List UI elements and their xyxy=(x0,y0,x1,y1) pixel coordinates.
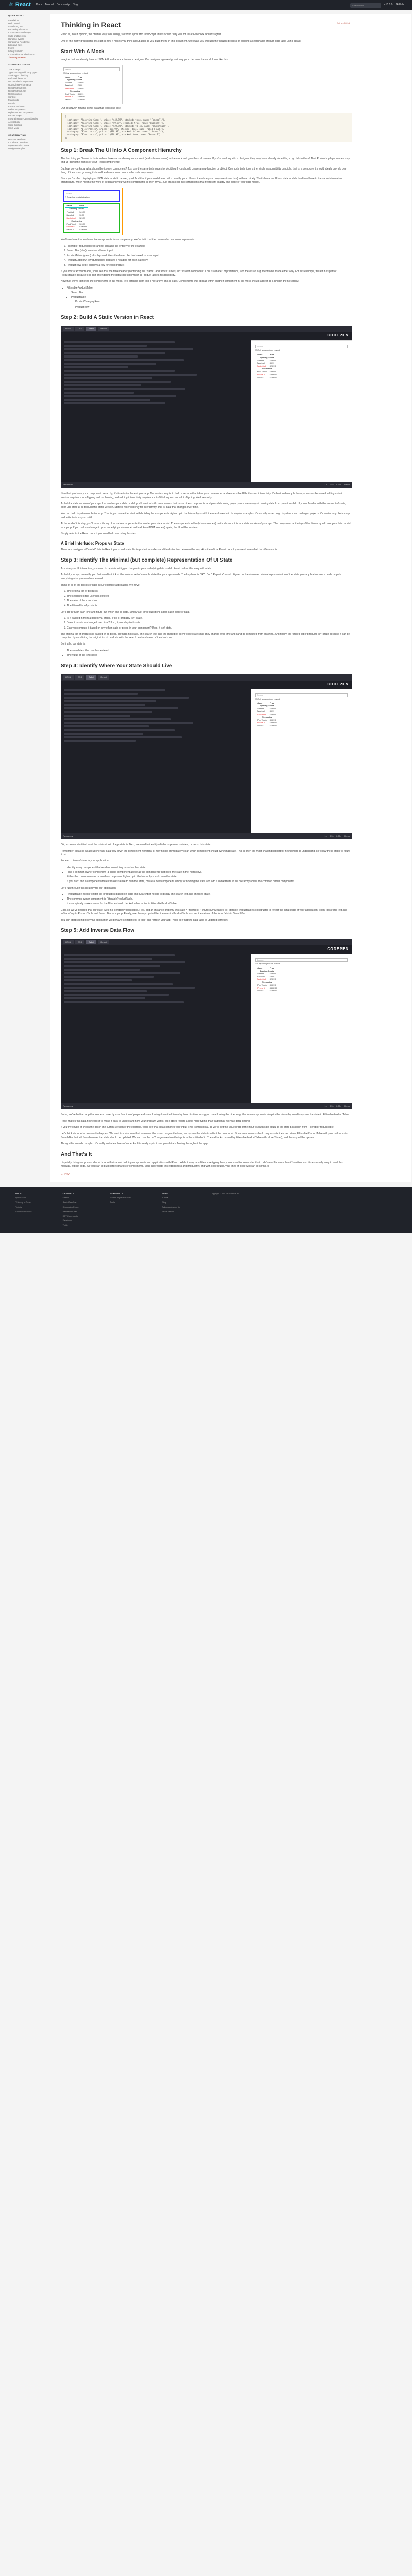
producttable-box: Name Price Sporting Goods Football $49.99 Baseball $9.99 Basketball $29.99 Electronics iPod Touch $99.99 iPhone 5 $399.99 Nexus 7 $199.99 xyxy=(63,203,120,233)
codepen-logo[interactable]: CODEPEN xyxy=(251,681,352,689)
zoom-025x[interactable]: 0.25× xyxy=(336,1104,342,1107)
list-item: • Either the common owner or another component higher up in the hierarchy should own the state. xyxy=(67,875,352,879)
sidebar-item[interactable]: Rendering Elements xyxy=(8,28,28,31)
footer-copyright xyxy=(211,1192,240,1228)
zoom-1x[interactable]: 1× xyxy=(324,834,328,837)
table-row: Football $49.99 xyxy=(65,211,88,214)
table-row: iPhone 5 $399.99 xyxy=(66,226,87,228)
list-item: • The common owner component is FilterableProductTable. xyxy=(67,897,352,901)
sidebar-item[interactable]: Lists and Keys xyxy=(8,43,23,46)
list-item: • SearchBar xyxy=(71,291,352,295)
sidebar-item[interactable]: Uncontrolled Components xyxy=(8,80,33,83)
list-item: • Identify every component that renders something based on that state. xyxy=(67,866,352,870)
list-item: 5. ProductRow (red): displays a row for each product xyxy=(67,264,352,267)
paragraph: Our JSON API returns some data that looks like this: xyxy=(61,107,121,110)
category-row: Electronics xyxy=(71,220,82,223)
paragraph: Imagine that we already have a JSON API and a mock from our designer. Our designer apparently isn't very good because the mock looks like this: xyxy=(61,58,229,62)
sidebar-item[interactable]: Static Type Checking xyxy=(8,74,29,77)
sidebar-item[interactable]: Conditional Rendering xyxy=(8,40,30,43)
resources-button[interactable]: Resources xyxy=(63,1104,73,1107)
sidebar-item[interactable]: Render Props xyxy=(8,114,22,117)
list-item: • The search text the user has entered xyxy=(67,649,352,653)
tab-babel[interactable]: Babel xyxy=(86,327,96,331)
sidebar-item[interactable]: Fragments xyxy=(8,98,19,101)
paragraph: Let's think about what we want to happen. We want to make sure that whenever the user changes the form, we update the state to reflect the user input. Since components should only update their own state, FilterableProductTable will pass callbacks to SearchBar that will fire whenever the state should be updated. We can use the onChange event on the inputs to be notified of it. The callbacks passed by FilterableProductTable will call setState(), and the app will be updated. xyxy=(61,1132,348,1139)
footer-link[interactable]: Tutorial xyxy=(15,1206,23,1209)
mock-product-table xyxy=(61,65,123,105)
table-row: iPod Touch $99.99 xyxy=(66,223,85,225)
paragraph: Simply refer to the React docs if you need help executing this step. xyxy=(61,532,137,536)
paragraph: Hopefully, this gives you an idea of how to think about building components and applications with React. While it may be a little more typing than you're used to, remember that code's read far more than it's written, and it's extremely easy to read this modular, explicit code. As you start to build large libraries of components, you'll appreciate this explicitness and modularity, and with code reuse, your lines of code will start to shrink. :) xyxy=(61,1161,343,1168)
sidebar-item[interactable]: Installation xyxy=(8,19,19,22)
footer-link[interactable]: Stack Overflow xyxy=(62,1201,77,1204)
paragraph: Though this sounds complex, it's really just a few lines of code. And it's really explicit how your data is flowing throughout the app. xyxy=(61,1142,208,1146)
paragraph: You can start seeing how your application will behave: set filterText to "ball" and refresh your app. You'll see that the data table is updated correctly. xyxy=(61,919,228,922)
code-block: [ {category: "Sporting Goods", price: "$49.99", stocked: true, name: "Football"}, {category: "Sporting Goods", price: "$9.99", stocked: true, name: "Baseball"}, {category: "Sporting Goods", price: "$29.99", stocked: false, name: "Basketball"}, {category: "Electronics", price: "$99.99", stocked: true, name: "iPod Touch"}, {category: "Electronics", price: "$399.99", stocked: false, name: "iPhone 5"}, {category: "Electronics", price: "$199.99", stocked: true, name: "Nexus 7"} ]; xyxy=(61,113,352,142)
footer-heading: CHANNELS xyxy=(62,1192,74,1195)
list-item: 1. FilterableProductTable (orange): contains the entirety of the example xyxy=(67,245,352,248)
sidebar-item[interactable]: Lifting State Up xyxy=(8,49,23,53)
sidebar-item[interactable]: Reconciliation xyxy=(8,92,22,95)
list-item: • If you can't find a component where it makes sense to own the state, create a new component simply for holding the state and add it somewhere in the hierarchy above the common owner component. xyxy=(67,880,352,884)
checkbox-label: Only show products in stock xyxy=(65,72,88,74)
codepen-embed xyxy=(61,939,352,1109)
sidebar-item[interactable]: React Without ES6 xyxy=(8,86,27,89)
tab-css[interactable]: CSS xyxy=(75,327,84,331)
table-row: Baseball $9.99 xyxy=(65,84,83,87)
mock-checkbox: ☐ Only show products in stock xyxy=(65,196,90,198)
heading-step4: Step 4: Identify Where Your State Should Live xyxy=(61,663,173,669)
footer-channels xyxy=(63,1192,79,1228)
paragraph: To build a static version of your app that renders your data model, you'll want to build components that reuse other components and pass data using props. props are a way of passing data from parent to child. If you're familiar with the concept of state, don't use state at all to build this static version. State is reserved only for interactivity, that is, data that changes over time. xyxy=(61,502,346,510)
pen-code xyxy=(61,332,251,482)
paragraph: Since you're often displaying a JSON data model to a user, you'll find that if your model was built correctly, your UI (and therefore your component structure) will map nicely. That's because UI and data models tend to adhere to the same information architecture, which means the work of separating your UI into components is often trivial. Just break it up into components that represent exactly one piece of your data model. xyxy=(61,177,342,184)
paragraph: React makes this data flow explicit to make it easy to understand how your program works, but it does require a little more typing than traditional two-way data binding. xyxy=(61,1120,251,1123)
sidebar-item[interactable]: Higher-Order Components xyxy=(8,111,34,114)
rerun-button[interactable]: Rerun xyxy=(344,834,350,837)
sidebar-item-active[interactable]: Thinking In React xyxy=(8,56,26,59)
nav-docs[interactable]: Docs xyxy=(36,3,42,7)
sidebar-quick-start xyxy=(8,14,47,59)
pen-footer xyxy=(61,482,352,488)
table-row: Nexus 7 $199.99 xyxy=(65,98,85,101)
stock-checkbox[interactable]: ☐ Only show products in stock xyxy=(255,698,280,700)
resources-button[interactable]: Resources xyxy=(63,483,73,486)
table-row: Football $49.99 xyxy=(65,81,84,84)
pen-code xyxy=(61,945,251,1103)
footer-link[interactable]: Discussion Forum xyxy=(62,1206,79,1209)
github-link[interactable]: GitHub xyxy=(396,3,404,6)
paragraph: There are two types of "model" data in React: props and state. It's important to understand the distinction between the two; skim the official React docs if you aren't sure what the difference is. xyxy=(61,548,278,552)
search-input[interactable]: Search docs xyxy=(350,3,381,8)
paragraph: The first thing you'll want to do is to draw boxes around every component (and subcomponent) in the mock and give them all names. If you're working with a designer, they may have already done this, so go talk to them! Their Photoshop layer names may end up being the names of your React components! xyxy=(61,157,350,164)
col-price: Price xyxy=(77,76,83,78)
intro-paragraph: One of the many great parts of React is how it makes you think about apps as you build them. In this document, we'll walk you through the thought process of building a searchable product data table using React. xyxy=(61,39,302,43)
sidebar-item[interactable]: Web Components xyxy=(8,108,26,111)
state-list xyxy=(67,649,352,658)
list-item: 3. ProductTable (green): displays and filters the data collection based on user input xyxy=(67,254,352,258)
sidebar-section-title: QUICK START xyxy=(8,14,24,17)
sidebar-contributing xyxy=(8,134,47,151)
sidebar-advanced xyxy=(8,63,47,130)
stock-checkbox[interactable]: ☐ Only show products in stock xyxy=(255,349,280,352)
resources-button[interactable]: Resources xyxy=(63,834,73,837)
searchbar-box xyxy=(63,190,120,202)
footer-link[interactable]: Acknowledgements xyxy=(162,1206,180,1209)
sidebar-item[interactable]: State and Lifecycle xyxy=(8,34,27,37)
sidebar-item[interactable]: Components and Props xyxy=(8,31,31,34)
nav-tutorial[interactable]: Tutorial xyxy=(45,3,54,7)
list-item: 1. The original list of products xyxy=(67,590,352,594)
list-item: 4. The filtered list of products xyxy=(67,604,352,608)
sidebar-item[interactable]: JSX In Depth xyxy=(8,67,21,71)
paragraph: If you try to type or check the box in the current version of the example, you'll see that React ignores your input. This is intentional, as we've set the value prop of the input to always be equal to the state passed in from FilterableProductTable. xyxy=(61,1126,334,1129)
footer-link[interactable]: Thinking in React xyxy=(15,1201,31,1204)
table-row: Basketball $29.99 xyxy=(65,87,84,90)
sidebar-item[interactable]: Composition vs Inheritance xyxy=(8,53,35,56)
codepen-logo[interactable]: CODEPEN xyxy=(251,945,352,954)
list-item: • ProductCategoryRow xyxy=(75,300,352,304)
footer-more xyxy=(162,1192,180,1228)
table-row: Nexus 7 $199.99 xyxy=(66,228,87,231)
heading-mock: Start With A Mock xyxy=(61,48,105,55)
footer-link[interactable]: Reactiflux Chat xyxy=(62,1210,77,1213)
hierarchy-list xyxy=(67,286,352,309)
tab-result[interactable]: Result xyxy=(98,675,109,680)
copyright-text: Copyright © 2017 Facebook Inc. xyxy=(210,1192,241,1195)
footer-link[interactable]: Blog xyxy=(162,1201,166,1204)
paragraph: Remember: React is all about one-way data flow down the component hierarchy. It may not be immediately clear which component should own what state. This is often the most challenging part for newcomers to understand, so follow these steps to figure it out: xyxy=(61,849,350,857)
sidebar-item[interactable]: Accessibility xyxy=(8,120,20,123)
rerun-button[interactable]: Rerun xyxy=(344,1104,350,1107)
rerun-button[interactable]: Rerun xyxy=(344,483,350,486)
footer-link[interactable]: GitHub xyxy=(62,1196,70,1199)
footer-community xyxy=(110,1192,131,1228)
category-row: Sporting Goods xyxy=(67,79,82,81)
zoom-05x[interactable]: 0.5× xyxy=(330,483,334,486)
sidebar-item[interactable]: Optimizing Performance xyxy=(8,83,31,86)
page-title: Thinking in React xyxy=(61,21,121,29)
paragraph: Let's run through this strategy for our application: xyxy=(61,886,117,890)
footer xyxy=(0,1187,412,1233)
footer-link[interactable]: Community Resources xyxy=(110,1196,131,1199)
footer-link[interactable]: Tools xyxy=(110,1201,115,1204)
prev-link[interactable]: ← Prev xyxy=(61,1173,70,1176)
nav-right xyxy=(350,3,404,8)
mock-search-input: Search... xyxy=(65,192,118,195)
footer-docs xyxy=(15,1192,32,1228)
strategy-list xyxy=(67,866,352,884)
sidebar-item[interactable]: Design Principles xyxy=(8,147,25,150)
pen-result: CODEPEN Search... ☐ Only show products in stock Name Price Sporting Goods Football $49.99 Baseball $9.99 Basketball $29.99 Electronics iPod Touch $99.99 iPhone 5 $399.99 Nexus 7 $199.99 xyxy=(251,681,352,833)
zoom-1x[interactable]: 1× xyxy=(324,483,328,486)
table-row: Baseball $9.99 xyxy=(66,214,84,217)
list-item: • It conceptually makes sense for the filter text and checked value to live in FilterableProductTable xyxy=(67,902,352,906)
sidebar-item[interactable]: Portals xyxy=(8,101,15,105)
list-item: 4. ProductCategoryRow (turquoise): displays a heading for each category xyxy=(67,259,352,262)
search-input[interactable]: Search... xyxy=(255,693,348,697)
paragraph: You'll see here that we have five components in our simple app. We've italicized the data each component represents. xyxy=(61,238,195,242)
sidebar-section-title: ADVANCED GUIDES xyxy=(8,63,31,66)
paragraph: OK, so we've identified what the minimal set of app state is. Next, we need to identify which component mutates, or owns, this state. xyxy=(61,843,211,846)
sidebar-item[interactable]: Strict Mode xyxy=(8,126,20,129)
search-input[interactable]: Search... xyxy=(255,345,348,348)
question-list xyxy=(67,617,352,630)
tab-css[interactable]: CSS xyxy=(75,675,84,680)
sidebar-item[interactable]: Codebase Overview xyxy=(8,141,28,144)
sidebar-item[interactable]: How to Contribute xyxy=(8,138,26,141)
nav-community[interactable]: Community xyxy=(56,3,70,7)
heading-step2: Step 2: Build A Static Version in React xyxy=(61,314,154,320)
sidebar-item[interactable]: Implementation Notes xyxy=(8,144,29,147)
heading-interlude: A Brief Interlude: Props vs State xyxy=(61,540,124,546)
table-row: iPhone 5 $399.99 xyxy=(65,96,85,98)
tab-html[interactable]: HTML xyxy=(63,675,74,680)
codepen-embed xyxy=(61,674,352,839)
list-item: • ProductRow xyxy=(75,306,352,309)
paragraph: So finally, our state is: xyxy=(61,642,86,646)
sidebar-item[interactable]: Refs and the DOM xyxy=(8,77,26,80)
application-list xyxy=(67,893,352,906)
paragraph: Now that we've identified the components in our mock, let's arrange them into a hierarchy. This is easy. Components that appear within another component in the mock should appear as a child in the hierarchy: xyxy=(61,280,299,283)
search-input[interactable]: Search... xyxy=(255,958,348,962)
zoom-05x[interactable]: 0.5× xyxy=(330,834,334,837)
footer-link[interactable]: Quick Start xyxy=(15,1196,26,1199)
paragraph: So far, we've built an app that renders correctly as a function of props and state flowing down the hierarchy. Now it's time to support data flowing the other way: the form components deep in the hierarchy need to update the state in FilterableProductTable. xyxy=(61,1113,350,1116)
list-item: 3. The value of the checkbox xyxy=(67,599,352,603)
version-link[interactable]: v16.0.0 xyxy=(384,3,393,6)
paragraph: For each piece of state in your application: xyxy=(61,859,109,863)
paragraph: Let's go through each one and figure out which one is state. Simply ask three questions about each piece of data: xyxy=(61,610,190,614)
codepen-logo[interactable]: CODEPEN xyxy=(251,332,352,341)
footer-heading: MORE xyxy=(162,1192,168,1195)
list-item: • FilterableProductTable xyxy=(67,286,352,290)
main-content xyxy=(50,14,411,1182)
paragraph: You can build top-down or bottom-up. That is, you can either start with building the components higher up in the hierarchy or with the ones lower in it. In simpler examples, it's usually easier to go top-down, and on larger projects, it's easier to go bottom-up and write tests as you build. xyxy=(61,512,350,519)
sidebar-item[interactable]: Integrating with Other Libraries xyxy=(8,117,38,120)
pen-result: CODEPEN Search... ☐ Only show products in stock Name Price Sporting Goods Football $49.99 Baseball $9.99 Basketball $29.99 Electronics iPod Touch $99.99 iPhone 5 $399.99 Nexus 7 $199.99 xyxy=(251,332,352,482)
react-logo[interactable] xyxy=(8,1,31,9)
zoom-025x[interactable]: 0.25× xyxy=(336,483,342,486)
sidebar-item[interactable]: Context xyxy=(8,95,16,98)
intro-paragraph: React is, in our opinion, the premier way to build big, fast Web apps with JavaScript. It has scaled very well for us at Facebook and Instagram. xyxy=(61,33,222,37)
list-item: 1. Is it passed in from a parent via props? If so, it probably isn't state. xyxy=(67,617,352,620)
mock-table xyxy=(63,76,86,102)
paragraph: Cool, so we've decided that our state lives in FilterableProductTable. First, add an instance property this.state = {filterText: '', inStockOnly: false} to FilterableProductTable's constructor to reflect the initial state of your application. Then, pass filterText and inStockOnly to ProductTable and SearchBar as a prop. Finally, use these props to filter the rows in ProductTable and set the values of the form fields in SearchBar. xyxy=(61,908,347,916)
react-atom-icon: ⚛ xyxy=(8,2,13,8)
edit-on-github-link[interactable]: Edit on GitHub xyxy=(336,22,350,24)
tab-babel[interactable]: Babel xyxy=(86,675,96,680)
col-name: Name xyxy=(65,76,71,78)
annotated-mock xyxy=(61,188,123,236)
table-row: Basketball $29.99 xyxy=(66,217,85,219)
tab-html[interactable]: HTML xyxy=(63,327,74,331)
list-item: 3. Can you compute it based on any other state or props in your component? If so, it isn't state. xyxy=(67,626,352,630)
list-item: 2. The search text the user has entered xyxy=(67,595,352,598)
footer-link[interactable]: React Native xyxy=(162,1210,174,1213)
paragraph: The original list of products is passed in as props, so that's not state. The search text and the checkbox seem to be state since they change over time and can't be computed from anything. And finally, the filtered list of products isn't state because it can be computed by combining the original list of products with the search text and value of the checkbox. xyxy=(61,632,350,640)
footer-link[interactable]: Twitter xyxy=(62,1224,69,1227)
sidebar-item[interactable]: Error Boundaries xyxy=(8,105,25,108)
footer-link[interactable]: Tutorial xyxy=(162,1196,169,1199)
logo-text: React xyxy=(15,2,31,8)
footer-link[interactable]: Advanced Guides xyxy=(15,1210,32,1213)
sidebar-item[interactable]: Forms xyxy=(8,46,14,49)
paragraph: To make your UI interactive, you need to be able to trigger changes to your underlying data model. React makes this easy with state. xyxy=(61,567,212,570)
paragraph: But how do you know what should be its own component? Just use the same techniques for deciding if you should create a new function or object. One such technique is the single responsibility principle, that is, a component should ideally only do one thing. If it ends up growing, it should be decomposed into smaller subcomponents. xyxy=(61,167,347,174)
paragraph: To build your app correctly, you first need to think of the minimal set of mutable state that your app needs. The key here is DRY: Don't Repeat Yourself. Figure out the absolute minimal representation of the state your application needs and compute everything else you need on-demand. xyxy=(61,573,341,581)
list-item: 2. SearchBar (blue): receives all user input xyxy=(67,249,352,253)
heading-end: And That's It xyxy=(61,1151,92,1158)
mock-search-input: Search... xyxy=(63,67,120,71)
table-row: iPod Touch $99.99 xyxy=(65,93,84,95)
list-item: • ProductTable needs to filter the product list based on state and SearchBar needs to display the search text and checked state. xyxy=(67,893,352,896)
category-row: Sporting Goods xyxy=(65,208,88,211)
tab-css[interactable]: CSS xyxy=(75,940,84,944)
zoom-05x[interactable]: 0.5× xyxy=(330,1104,334,1107)
zoom-1x[interactable]: 1× xyxy=(324,1104,328,1107)
stock-checkbox[interactable]: ☐ Only show products in stock xyxy=(255,963,280,965)
footer-heading: COMMUNITY xyxy=(110,1192,123,1195)
sidebar-item[interactable]: React Without JSX xyxy=(8,89,27,92)
list-item: • The value of the checkbox xyxy=(67,654,352,657)
sidebar-item[interactable]: Introducing JSX xyxy=(8,25,24,28)
heading-step1: Step 1: Break The UI Into A Component Hierarchy xyxy=(61,147,182,154)
tab-result[interactable]: Result xyxy=(98,940,109,944)
tab-result[interactable]: Result xyxy=(98,327,109,331)
zoom-025x[interactable]: 0.25× xyxy=(336,834,342,837)
sidebar-item[interactable]: Handling Events xyxy=(8,37,24,40)
list-item: • ProductTable xyxy=(71,296,352,299)
main-nav xyxy=(36,3,78,7)
sidebar-item[interactable]: Hello World xyxy=(8,22,20,25)
heading-step5: Step 5: Add Inverse Data Flow xyxy=(61,928,134,934)
sidebar-item[interactable]: Code-Splitting xyxy=(8,123,22,126)
heading-step3: Step 3: Identify The Minimal (but complete) Representation Of UI State xyxy=(61,557,233,564)
pen-code xyxy=(61,681,251,833)
component-list xyxy=(67,245,352,267)
tab-html[interactable]: HTML xyxy=(63,940,74,944)
paragraph: At the end of this step, you'll have a library of reusable components that render your data model. The components will only have render() methods since this is a static version of your app. The component at the top of the hierarchy will take your data model as a prop. If you make a change to your underlying data model and call ReactDOM.render() again, the UI will be updated. xyxy=(61,522,351,530)
mock-checkbox: ☐ Only show products in stock xyxy=(63,72,88,74)
tab-babel[interactable]: Babel xyxy=(86,940,96,944)
footer-heading: DOCS xyxy=(15,1192,22,1195)
sidebar-item[interactable]: Typechecking With PropTypes xyxy=(8,71,38,74)
codepen-embed xyxy=(61,326,352,488)
sidebar-section-title: CONTRIBUTING xyxy=(8,133,26,137)
list-item: 2. Does it remain unchanged over time? If so, it probably isn't state. xyxy=(67,621,352,625)
paragraph: Think of all of the pieces of data in our example application. We have: xyxy=(61,583,140,587)
paragraph: Now that you have your component hierarchy, it's time to implement your app. The easiest way is to build a version that takes your data model and renders the UI but has no interactivity. It's best to decouple these processes because building a static version requires a lot of typing and no thinking, and adding interactivity requires a lot of thinking and not a lot of typing. We'll see why. xyxy=(61,492,344,499)
list-item: • Find a common owner component (a single component above all the components that need the state in the hierarchy). xyxy=(67,871,352,874)
paragraph: If you look at ProductTable, you'll see that the table header (containing the "Name" and "Price" labels) isn't its own component. This is a matter of preference, and there's an argument to be made either way. For this example, we left it as part of ProductTable because it is part of rendering the data collection which is ProductTable's responsibility. xyxy=(61,269,337,277)
footer-link[interactable]: Facebook xyxy=(62,1219,72,1222)
footer-link[interactable]: DEV Community xyxy=(62,1214,78,1217)
nav-blog[interactable]: Blog xyxy=(73,3,78,7)
pen-result: CODEPEN Search... ☐ Only show products in stock Name Price Sporting Goods Football $49.99 Baseball $9.99 Basketball $29.99 Electronics iPod Touch $99.99 iPhone 5 $399.99 Nexus 7 $199.99 xyxy=(251,945,352,1103)
top-navbar xyxy=(0,0,412,10)
pen-tabs xyxy=(61,326,352,332)
category-row: Electronics xyxy=(69,90,80,93)
sidebar xyxy=(0,10,50,1182)
data-list xyxy=(67,590,352,608)
